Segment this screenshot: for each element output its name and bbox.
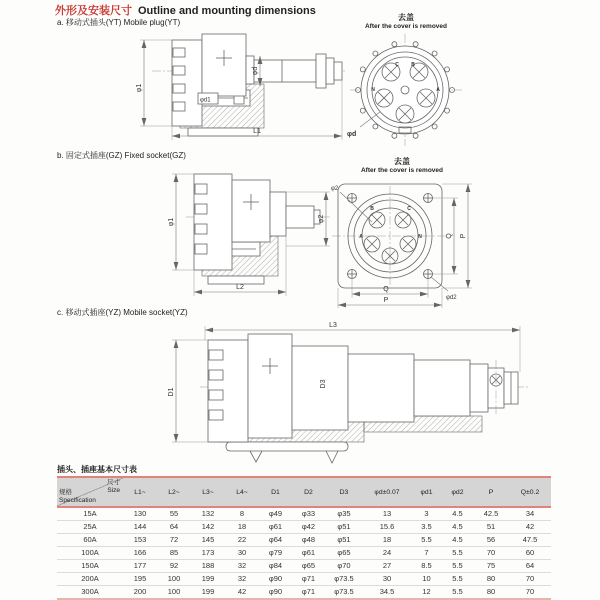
- table-row: [57, 586, 551, 600]
- value-cell: 51: [473, 521, 509, 534]
- value-cell: 80: [473, 586, 509, 600]
- section-a-label: a. 移动式插头(YT) Mobile plug(YT): [57, 18, 181, 27]
- table-title: 插头、插座基本尺寸表: [57, 465, 137, 474]
- col-header-l3: L3~: [202, 488, 214, 496]
- cover-note-a-zh: 去盖: [398, 13, 414, 22]
- value-cell: 177: [123, 560, 157, 573]
- flange-phid2-label: φd2: [446, 295, 457, 301]
- fixed-socket-flange-view-drawing: [330, 158, 482, 310]
- value-cell: 24: [363, 547, 411, 560]
- dim-phid1-label: φd1: [200, 97, 211, 104]
- col-header-phid1: φd1: [420, 488, 433, 496]
- value-cell: 8.5: [411, 560, 442, 573]
- value-cell: φ71: [292, 586, 325, 600]
- value-cell: 3.5: [411, 521, 442, 534]
- value-cell: φ65: [325, 547, 363, 560]
- value-cell: 132: [201, 509, 215, 518]
- contact-label-c: C: [395, 62, 399, 68]
- value-cell: φ48: [292, 534, 325, 547]
- page-title-zh: 外形及安装尺寸: [55, 5, 132, 17]
- value-cell: 100: [157, 586, 191, 600]
- spec-cell: 60A: [57, 534, 123, 547]
- value-cell: 70: [509, 573, 551, 586]
- mobile-socket-side-view-drawing: [100, 314, 532, 468]
- table-row: [57, 534, 551, 547]
- value-cell: 47.5: [509, 534, 551, 547]
- col-header-l1: L1~: [134, 488, 146, 496]
- cover-note-b-zh: 去盖: [394, 157, 410, 166]
- corner-size: [107, 479, 120, 495]
- value-cell: 142: [191, 521, 225, 534]
- value-cell: 56: [473, 534, 509, 547]
- value-cell: 32: [225, 560, 259, 573]
- corner-spec-zh: 规格: [59, 489, 72, 497]
- col-header-l4: L4~: [236, 488, 248, 496]
- dim-l2-label: L2: [236, 284, 244, 291]
- value-cell: 7: [411, 547, 442, 560]
- value-cell: 166: [123, 547, 157, 560]
- value-cell: φ51: [325, 534, 363, 547]
- fixed-socket-side-view-drawing: [146, 158, 336, 302]
- value-cell: 27: [363, 560, 411, 573]
- value-cell: φ35: [337, 509, 351, 518]
- table-row: [57, 560, 551, 573]
- value-cell: 13: [382, 509, 392, 518]
- col-header-d3: D3: [339, 488, 349, 496]
- value-cell: 30: [225, 547, 259, 560]
- contact-label-b: B: [411, 62, 415, 68]
- value-cell: φ70: [325, 560, 363, 573]
- value-cell: 70: [509, 586, 551, 600]
- corner-size-en: Size: [107, 486, 120, 494]
- value-cell: 199: [191, 573, 225, 586]
- value-cell: 200: [123, 586, 157, 600]
- value-cell: 3: [424, 509, 429, 518]
- value-cell: φ64: [259, 534, 292, 547]
- table-row: [57, 507, 551, 521]
- col-header-d1: D1: [271, 488, 280, 496]
- table-row: [57, 521, 551, 534]
- mobile-plug-side-view-drawing: [122, 26, 348, 148]
- value-cell: φ71: [292, 573, 325, 586]
- value-cell: 18: [225, 521, 259, 534]
- flange-contact-c: C: [407, 206, 411, 212]
- value-cell: 145: [191, 534, 225, 547]
- value-cell: 64: [509, 560, 551, 573]
- flange-contact-a: A: [359, 234, 363, 240]
- section-b-label: b. 固定式插座(GZ) Fixed socket(GZ): [57, 151, 186, 160]
- section-c-label: c. 移动式插座(YZ) Mobile socket(YZ): [57, 308, 188, 317]
- flange-q-horizontal-label: Q: [383, 286, 389, 293]
- spec-cell: 150A: [57, 560, 123, 573]
- contact-label-a: A: [436, 87, 440, 93]
- value-cell: 70: [473, 547, 509, 560]
- col-header-l2: L2~: [168, 488, 180, 496]
- col-header-p: P: [488, 488, 494, 496]
- value-cell: 60: [509, 547, 551, 560]
- value-cell: 75: [473, 560, 509, 573]
- col-header-phid: φd±0.07: [374, 488, 400, 496]
- value-cell: 85: [157, 547, 191, 560]
- value-cell: 4.5: [442, 534, 473, 547]
- flange-contact-b: B: [370, 206, 374, 212]
- value-cell: 4.5: [442, 521, 473, 534]
- spec-cell: 200A: [57, 573, 123, 586]
- value-cell: 195: [123, 573, 157, 586]
- spec-table-body: [57, 507, 551, 599]
- value-cell: φ49: [268, 509, 283, 518]
- value-cell: 55: [169, 509, 179, 518]
- dim-b-phi1-label: φ1: [168, 217, 175, 227]
- flange-phi2-label: φ2: [331, 186, 339, 192]
- value-cell: φ42: [292, 521, 325, 534]
- value-cell: 80: [473, 573, 509, 586]
- flange-q-vertical-label: Q: [446, 233, 453, 239]
- value-cell: 15.6: [363, 521, 411, 534]
- value-cell: 34: [525, 509, 535, 518]
- dim-phid-label: φd: [252, 66, 259, 76]
- corner-spec-en: Specification: [59, 497, 96, 505]
- corner-size-zh: 尺寸: [107, 479, 120, 486]
- flange-p-horizontal-label: P: [383, 297, 389, 304]
- spec-cell: 15A: [83, 509, 97, 518]
- value-cell: φ61: [292, 547, 325, 560]
- value-cell: φ79: [259, 547, 292, 560]
- value-cell: φ33: [301, 509, 316, 518]
- value-cell: 42.5: [483, 509, 499, 518]
- page-title-en: Outline and mounting dimensions: [138, 5, 316, 17]
- dim-l3-label: L3: [329, 322, 337, 329]
- value-cell: 5.5: [442, 560, 473, 573]
- value-cell: 12: [411, 586, 442, 600]
- value-cell: 5.5: [411, 534, 442, 547]
- value-cell: 42: [225, 586, 259, 600]
- flange-p-vertical-label: P: [460, 233, 467, 239]
- value-cell: φ61: [259, 521, 292, 534]
- dim-b-phi2-label: φ2: [318, 214, 325, 224]
- value-cell: 42: [509, 521, 551, 534]
- flange-contact-n: N: [418, 234, 422, 240]
- value-cell: φ73.5: [325, 573, 363, 586]
- value-cell: 22: [225, 534, 259, 547]
- dim-l1-label: L1: [253, 128, 261, 135]
- value-cell: 92: [157, 560, 191, 573]
- value-cell: 100: [157, 573, 191, 586]
- dim-d3-label: D3: [320, 379, 327, 389]
- value-cell: 64: [157, 521, 191, 534]
- value-cell: 144: [123, 521, 157, 534]
- value-cell: 30: [363, 573, 411, 586]
- value-cell: 173: [191, 547, 225, 560]
- value-cell: 5.5: [442, 586, 473, 600]
- corner-cell: [57, 477, 123, 507]
- dim-phi1-label: φ1: [136, 83, 143, 93]
- value-cell: 199: [191, 586, 225, 600]
- cover-note-a-en: After the cover is removed: [364, 23, 447, 30]
- spec-cell: 300A: [57, 586, 123, 600]
- corner-spec: [59, 489, 96, 505]
- value-cell: φ73.5: [325, 586, 363, 600]
- dim-d1-label: D1: [168, 387, 175, 397]
- value-cell: 130: [133, 509, 147, 518]
- value-cell: φ51: [325, 521, 363, 534]
- value-cell: 4.5: [452, 509, 463, 518]
- value-cell: 153: [123, 534, 157, 547]
- value-cell: φ84: [259, 560, 292, 573]
- mobile-plug-face-view-drawing: [346, 28, 466, 150]
- value-cell: 72: [157, 534, 191, 547]
- cover-note-b-en: After the cover is removed: [360, 167, 443, 174]
- spec-table: [57, 476, 551, 600]
- spec-cell: 25A: [57, 521, 123, 534]
- value-cell: 34.5: [363, 586, 411, 600]
- col-header-phid2: φd2: [451, 488, 464, 496]
- value-cell: 5.5: [442, 573, 473, 586]
- value-cell: φ90: [259, 573, 292, 586]
- value-cell: φ90: [259, 586, 292, 600]
- col-header-d2: D2: [304, 488, 313, 496]
- value-cell: 8: [239, 509, 245, 518]
- page-title: [55, 2, 316, 18]
- table-row: [57, 573, 551, 586]
- dim-face-phid-label: φd: [347, 131, 357, 138]
- value-cell: 5.5: [442, 547, 473, 560]
- value-cell: 18: [363, 534, 411, 547]
- value-cell: φ65: [292, 560, 325, 573]
- contact-label-n: N: [371, 87, 375, 93]
- header-row: [57, 477, 551, 507]
- spec-cell: 100A: [57, 547, 123, 560]
- value-cell: 188: [191, 560, 225, 573]
- col-header-q: Q±0.2: [520, 488, 540, 496]
- table-row: [57, 547, 551, 560]
- value-cell: 10: [411, 573, 442, 586]
- value-cell: 32: [225, 573, 259, 586]
